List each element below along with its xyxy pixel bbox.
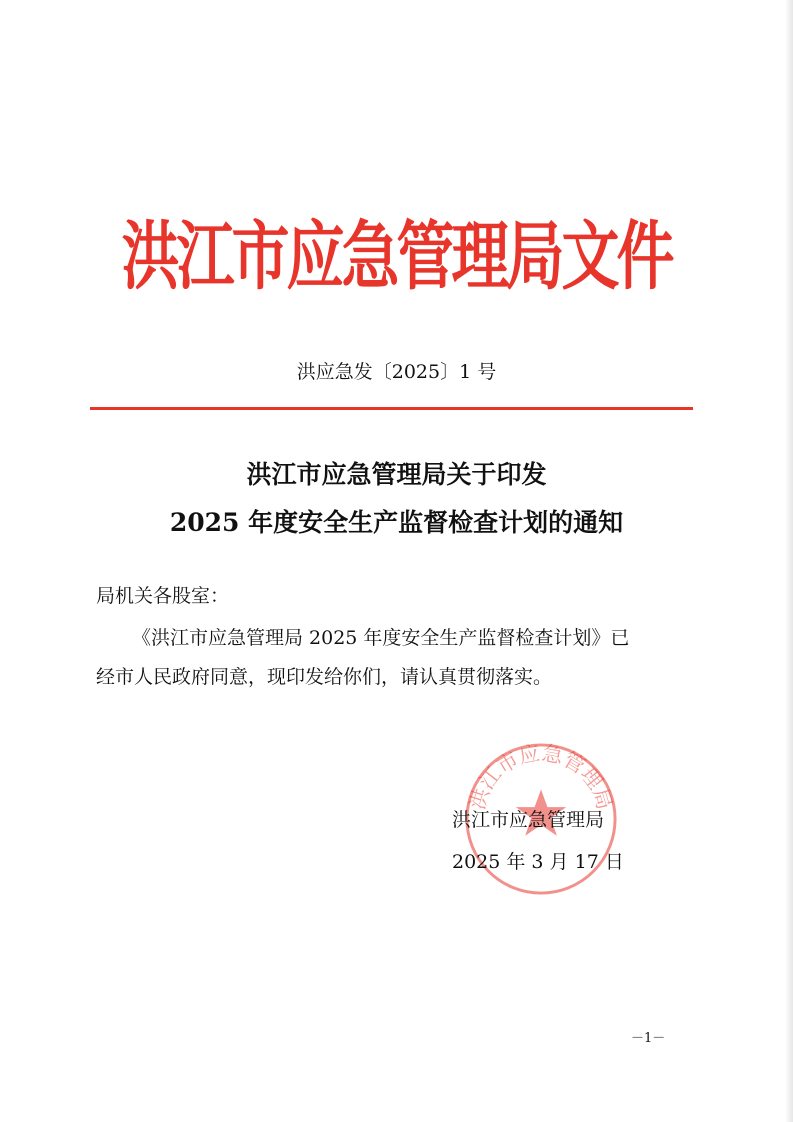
red-divider-line (90, 407, 693, 410)
issue-date: 2025 年 3 月 17 日 (452, 851, 624, 873)
issuer-name: 洪江市应急管理局 (452, 809, 605, 831)
seal-arc-text: 洪江市应急管理局 (465, 740, 617, 813)
page-number: －1－ (631, 1031, 666, 1046)
red-header-title: 洪江市应急管理局文件 (121, 212, 672, 300)
salutation: 局机关各股室： (96, 585, 230, 607)
document-heading-line-2: 2025 年度安全生产监督检查计划的通知 (169, 508, 624, 537)
document-heading-line-1: 洪江市应急管理局关于印发 (246, 460, 547, 489)
body-paragraph-line-2: 经市人民政府同意，现印发给你们，请认真贯彻落实。 (96, 666, 553, 688)
body-paragraph-line-1: 《洪江市应急管理局 2025 年度安全生产监督检查计划》已 (132, 627, 630, 649)
scan-edge-shadow (785, 0, 793, 1122)
document-number: 洪应急发〔2025〕1 号 (296, 361, 497, 383)
